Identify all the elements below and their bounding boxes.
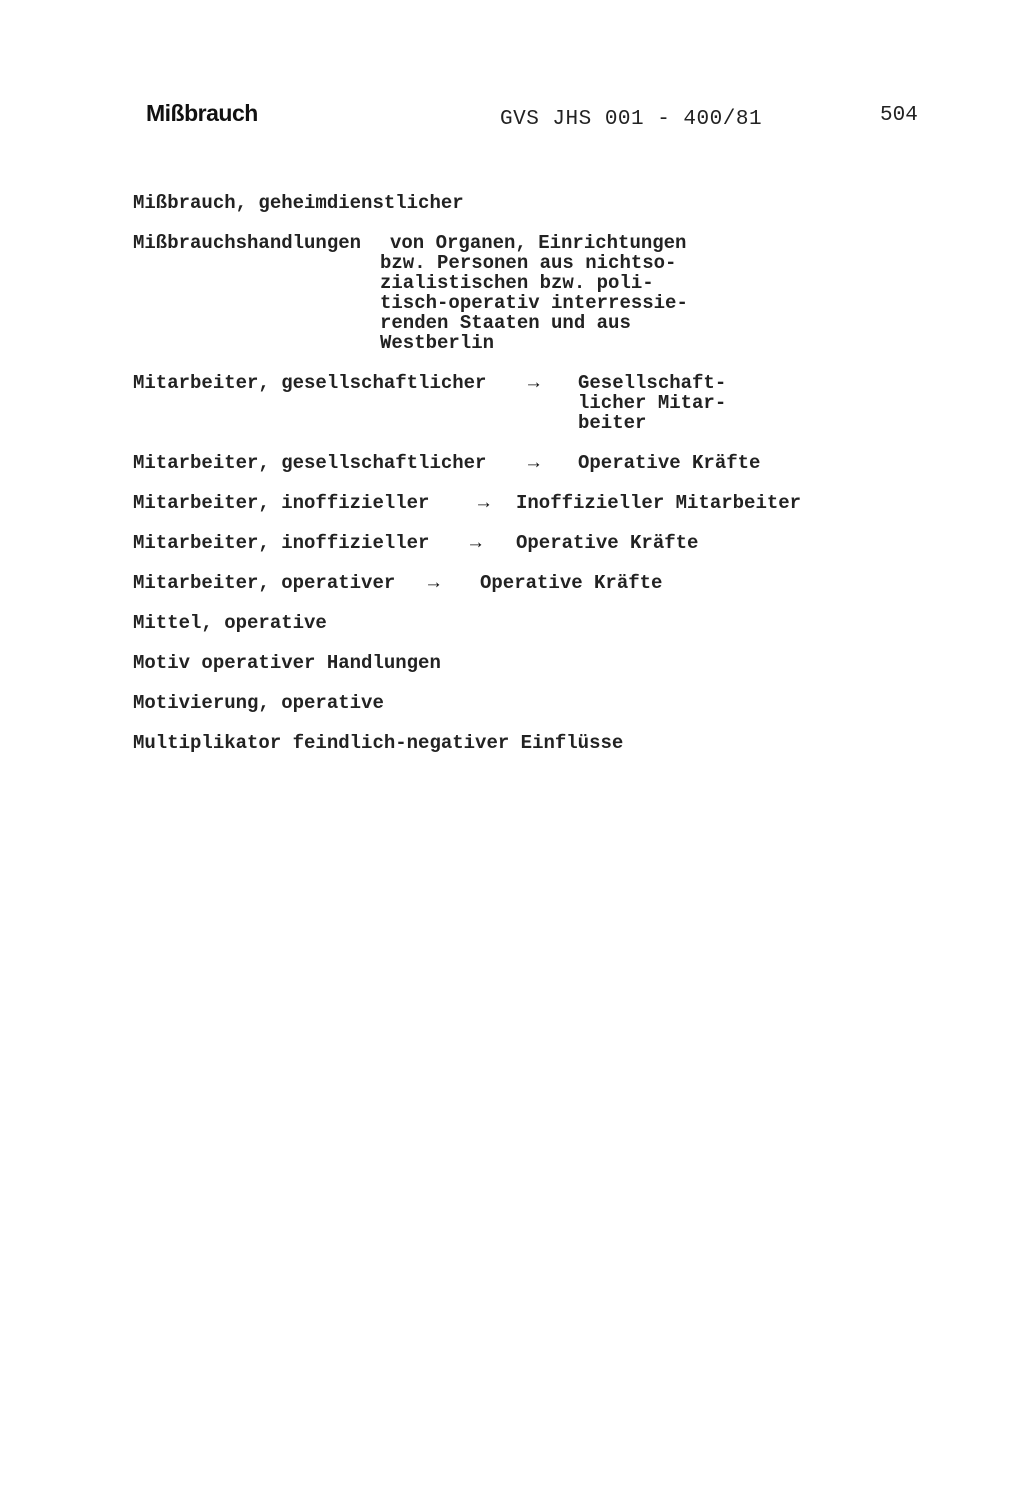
index-entry: Mißbrauch, geheimdienstlicher xyxy=(133,192,464,214)
cross-reference-target: licher Mitar- xyxy=(578,392,727,414)
entry-continuation-line: renden Staaten und aus xyxy=(380,312,631,334)
index-entry: Motiv operativer Handlungen xyxy=(133,652,441,674)
arrow-right-icon: → xyxy=(528,452,540,474)
index-entry: Mitarbeiter, operativer xyxy=(133,572,396,594)
entry-continuation-line: von Organen, Einrichtungen xyxy=(390,232,687,254)
index-entry: Mitarbeiter, inoffizieller xyxy=(133,532,430,554)
cross-reference-target: Operative Kräfte xyxy=(578,452,761,474)
cross-reference-target: beiter xyxy=(578,412,647,434)
cross-reference-target: Operative Kräfte xyxy=(480,572,663,594)
entry-continuation-line: Westberlin xyxy=(380,332,495,354)
index-entry: Multiplikator feindlich-negativer Einflüsse xyxy=(133,732,624,754)
section-heading: Mißbrauch xyxy=(146,100,258,126)
arrow-right-icon: → xyxy=(428,572,440,594)
index-entry: Mittel, operative xyxy=(133,612,327,634)
cross-reference-target: Inoffizieller Mitarbeiter xyxy=(516,492,802,514)
cross-reference-target: Gesellschaft- xyxy=(578,372,727,394)
index-entry: Mitarbeiter, gesellschaftlicher xyxy=(133,452,487,474)
index-entry: Mitarbeiter, gesellschaftlicher xyxy=(133,372,487,394)
index-entry: Mitarbeiter, inoffizieller xyxy=(133,492,430,514)
entry-continuation-line: bzw. Personen aus nichtso- xyxy=(380,252,677,274)
arrow-right-icon: → xyxy=(478,492,490,514)
index-entry: Mißbrauchshandlungen xyxy=(133,232,362,254)
index-entry: Motivierung, operative xyxy=(133,692,384,714)
arrow-right-icon: → xyxy=(528,372,540,394)
cross-reference-target: Operative Kräfte xyxy=(516,532,699,554)
page-number: 504 xyxy=(880,104,918,127)
entry-continuation-line: tisch-operativ interressie- xyxy=(380,292,688,314)
document-number: GVS JHS 001 - 400/81 xyxy=(500,108,763,131)
arrow-right-icon: → xyxy=(470,532,482,554)
entry-continuation-line: zialistischen bzw. poli- xyxy=(380,272,654,294)
